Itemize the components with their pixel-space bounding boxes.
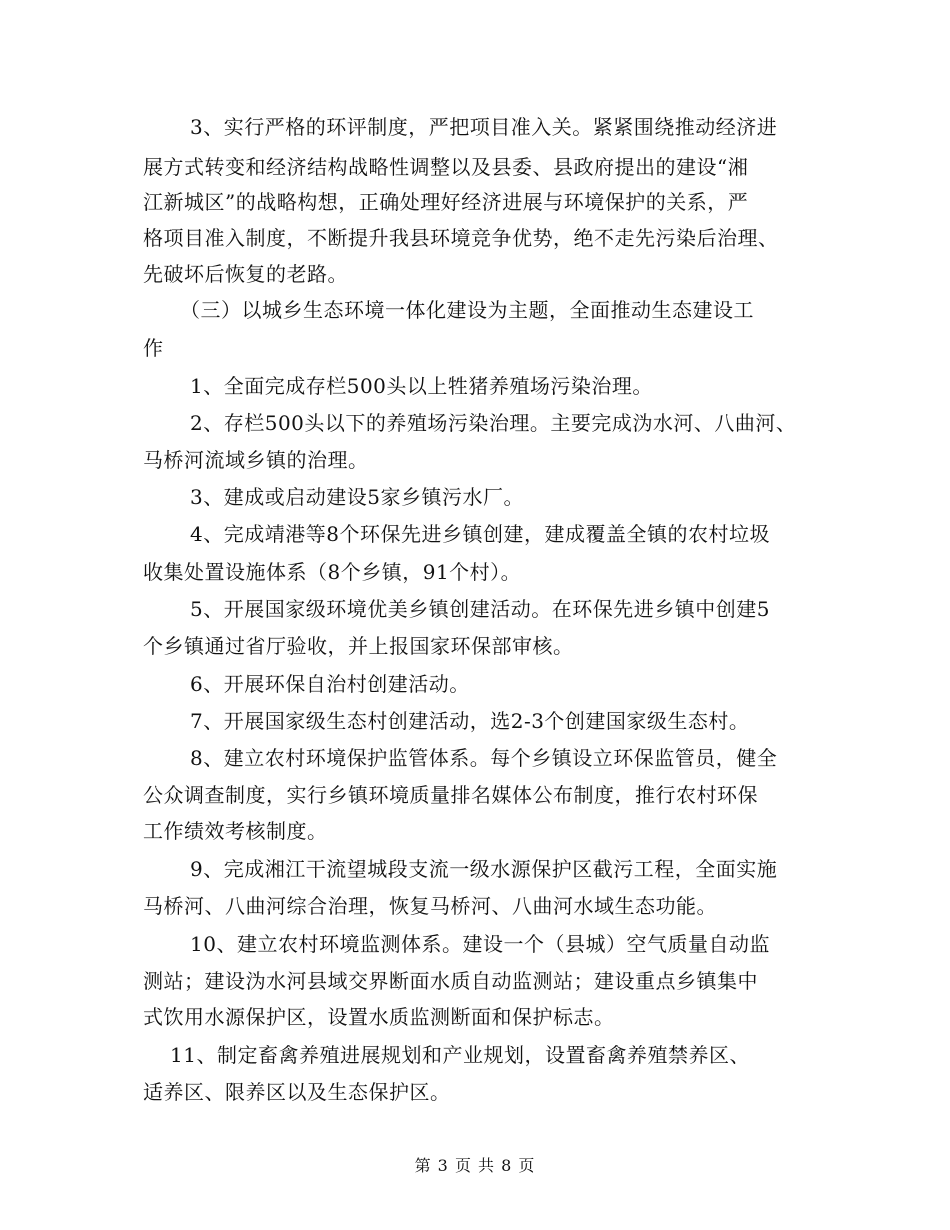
text-line: 江新城区”的战略构想，正确处理好经济进展与环境保护的关系，严 xyxy=(143,190,749,214)
list-item: 8、建立农村环境保护监管体系。每个乡镇设立环保监管员，健全 xyxy=(190,746,778,770)
text-line: 格项目准入制度，不断提升我县环境竞争优势，绝不走先污染后治理、 xyxy=(143,226,779,250)
list-item: 个乡镇通过省厅验收，并上报国家环保部审核。 xyxy=(143,634,574,658)
list-item: 测站；建设沩水河县域交界断面水质自动监测站；建设重点乡镇集中 xyxy=(143,969,758,993)
text-line: 先破坏后恢复的老路。 xyxy=(143,262,348,286)
list-item: 2、存栏500头以下的养殖场污染治理。主要完成沩水河、八曲河、 xyxy=(190,411,797,435)
list-item: 马桥河、八曲河综合治理，恢复马桥河、八曲河水域生态功能。 xyxy=(143,894,717,918)
list-item: 工作绩效考核制度。 xyxy=(143,819,328,843)
list-item: 马桥河流域乡镇的治理。 xyxy=(143,448,369,472)
list-item: 11、制定畜禽养殖进展规划和产业规划，设置畜禽养殖禁养区、 xyxy=(170,1043,750,1067)
list-item: 6、开展环保自治村创建活动。 xyxy=(190,672,470,696)
section-heading: 作 xyxy=(143,336,164,360)
list-item: 收集处置设施体系（8个乡镇，91个村）。 xyxy=(143,560,522,584)
section-heading: （三）以城乡生态环境一体化建设为主题，全面推动生态建设工 xyxy=(180,298,754,322)
list-item: 1、全面完成存栏500头以上牲猪养殖场污染治理。 xyxy=(190,374,653,398)
list-item: 4、完成靖港等8个环保先进乡镇创建，建成覆盖全镇的农村垃圾 xyxy=(190,522,770,546)
text-line: 3、实行严格的环评制度，严把项目准入关。紧紧围绕推动经济进 xyxy=(190,115,778,139)
list-item: 式饮用水源保护区，设置水质监测断面和保护标志。 xyxy=(143,1005,615,1029)
text-line: 展方式转变和经济结构战略性调整以及县委、县政府提出的建设“湘 xyxy=(143,155,749,179)
list-item: 7、开展国家级生态村创建活动，选2-3个创建国家级生态村。 xyxy=(190,709,750,733)
list-item: 9、完成湘江干流望城段支流一级水源保护区截污工程，全面实施 xyxy=(190,857,778,881)
list-item: 5、开展国家级环境优美乡镇创建活动。在环保先进乡镇中创建5 xyxy=(190,597,770,621)
list-item: 公众调查制度，实行乡镇环境质量排名媒体公布制度，推行农村环保 xyxy=(143,783,758,807)
list-item: 10、建立农村环境监测体系。建设一个（县城）空气质量自动监 xyxy=(190,932,770,956)
list-item: 3、建成或启动建设5家乡镇污水厂。 xyxy=(190,485,524,509)
list-item: 适养区、限养区以及生态保护区。 xyxy=(143,1080,451,1104)
page-number-footer: 第 3 页 共 8 页 xyxy=(414,1156,536,1175)
